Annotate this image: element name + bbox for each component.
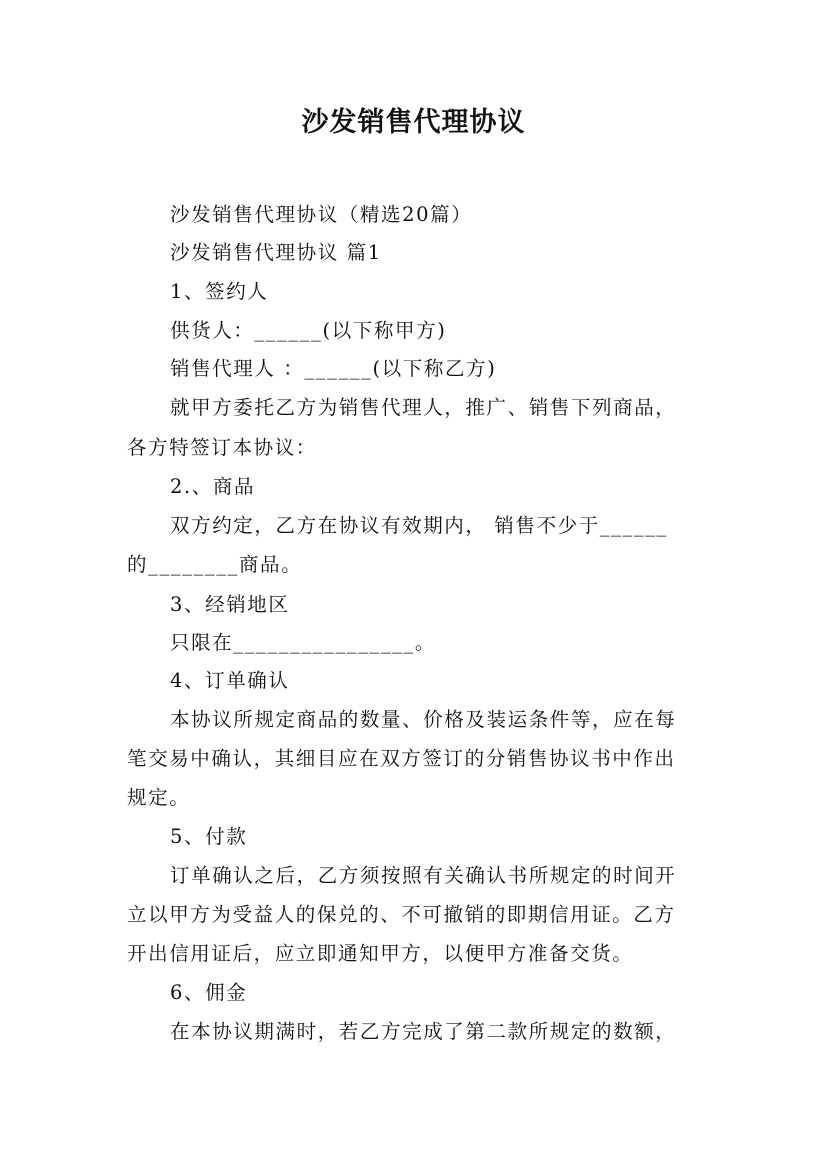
- body-line: 各方特签订本协议：: [127, 436, 317, 459]
- document-title: 沙发销售代理协议: [301, 107, 526, 138]
- body-line: 就甲方委托乙方为销售代理人，推广、销售下列商品，: [170, 396, 677, 419]
- body-line: 笔交易中确认，其细目应在双方签订的分销售协议书中作出: [127, 747, 676, 770]
- clause-heading: 3、经销地区: [170, 593, 290, 616]
- body-line: 开出信用证后，应立即通知甲方，以便甲方准备交货。: [127, 942, 634, 965]
- body-line: 规定。: [127, 786, 191, 809]
- body-line: 销售代理人 ：______(以下称乙方): [170, 357, 497, 380]
- body-line: 的________商品。: [127, 553, 303, 576]
- body-line: 双方约定，乙方在协议有效期内， 销售不少于______: [170, 514, 668, 537]
- section-heading: 沙发销售代理协议 篇1: [170, 241, 382, 264]
- body-line: 立以甲方为受益人的保兑的、不可撤销的即期信用证。乙方: [127, 903, 676, 926]
- body-line: 在本协议期满时，若乙方完成了第二款所规定的数额，: [170, 1020, 677, 1043]
- clause-heading: 2.、商品: [170, 475, 256, 498]
- body-line: 订单确认之后，乙方须按照有关确认书所规定的时间开: [170, 864, 677, 887]
- clause-heading: 6、佣金: [170, 981, 248, 1004]
- body-line: 本协议所规定商品的数量、价格及装运条件等，应在每: [170, 708, 677, 731]
- body-line: 供货人：______(以下称甲方): [170, 319, 447, 342]
- subtitle-line: 沙发销售代理协议（精选20篇）: [170, 203, 473, 226]
- clause-heading: 5、付款: [170, 825, 248, 848]
- body-line: 只限在________________。: [170, 631, 436, 654]
- clause-heading: 1、签约人: [170, 280, 269, 303]
- clause-heading: 4、订单确认: [170, 669, 290, 692]
